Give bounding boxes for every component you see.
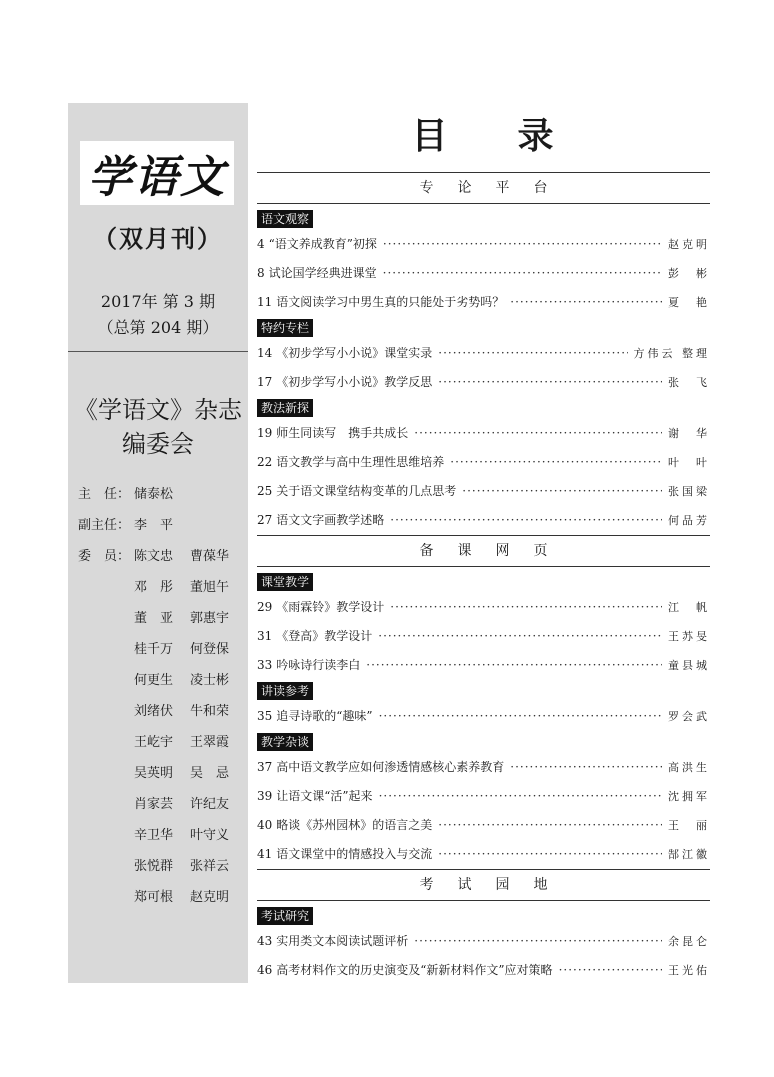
dot-leader — [383, 259, 662, 288]
toc-entry[interactable] — [257, 339, 710, 368]
dot-leader — [383, 230, 662, 259]
toc-entry[interactable] — [257, 259, 710, 288]
toc-entry[interactable] — [257, 419, 710, 448]
section-title: 考试园地 — [419, 877, 572, 893]
entry-page-number: 39 — [257, 789, 273, 803]
toc-entry[interactable] — [257, 230, 710, 259]
issue-total: （总第 204 期） — [97, 318, 219, 337]
board-member-name: 郭惠宇 — [190, 611, 230, 626]
column-name-badge: 讲读参考 — [257, 682, 313, 700]
entry-author: 夏 艳 — [668, 296, 710, 309]
board-member-name: 张悦群 — [134, 859, 174, 874]
board-role-row — [78, 886, 248, 917]
entry-page-number: 29 — [257, 600, 273, 614]
entry-title: 师生同读写 携手共成长 — [276, 426, 409, 440]
board-role-row — [78, 514, 248, 545]
entry-page-number: 17 — [257, 375, 273, 389]
board-member-name: 王屹宇 — [134, 735, 174, 750]
entry-author: 王 丽 — [668, 819, 710, 832]
board-member-name: 肖家芸 — [134, 797, 174, 812]
board-role-row — [78, 483, 248, 514]
column-header — [257, 731, 710, 753]
board-member-name: 赵克明 — [190, 890, 230, 905]
column-name-badge: 教学杂谈 — [257, 733, 313, 751]
board-member-name: 吴 忌 — [190, 766, 230, 781]
board-member-names — [134, 700, 246, 719]
issue-info — [68, 289, 248, 341]
entry-title: 追寻诗歌的“趣味” — [276, 709, 373, 723]
entry-title: 实用类文本阅读试题评析 — [276, 934, 409, 948]
dot-leader — [390, 593, 662, 622]
entry-page-number: 11 — [257, 295, 273, 309]
toc-entry[interactable] — [257, 782, 710, 811]
page-title: 目录 — [411, 116, 624, 157]
dot-leader — [378, 622, 662, 651]
entry-title: 语文教学与高中生理性思维培养 — [276, 455, 445, 469]
sidebar — [68, 103, 248, 983]
board-role-row — [78, 824, 248, 855]
board-member-names — [134, 483, 190, 502]
entry-title: 吟咏诗行读李白 — [276, 658, 361, 672]
board-role-row — [78, 545, 248, 576]
entry-author: 叶 叶 — [668, 456, 710, 469]
board-member-names — [134, 607, 246, 626]
entry-title: 高考材料作文的历史演变及“新新材料作文”应对策略 — [276, 963, 553, 977]
toc-entry[interactable] — [257, 811, 710, 840]
dot-leader — [559, 956, 662, 985]
dot-leader — [390, 506, 662, 535]
board-member-name: 郑可根 — [134, 890, 174, 905]
toc-entry[interactable] — [257, 477, 710, 506]
column-header — [257, 905, 710, 927]
board-member-names — [134, 855, 246, 874]
board-member-name: 曹葆华 — [190, 549, 230, 564]
dot-leader — [438, 840, 662, 869]
board-role-label: 副主任： — [78, 518, 131, 533]
board-member-name: 桂千万 — [134, 642, 174, 657]
entry-page-number: 33 — [257, 658, 273, 672]
board-member-name: 何更生 — [134, 673, 174, 688]
editorial-board-list — [78, 483, 248, 917]
board-member-names — [134, 824, 246, 843]
entry-author: 童县城 — [668, 659, 710, 672]
board-role-row — [78, 607, 248, 638]
entry-page-number: 14 — [257, 346, 273, 360]
entry-title: 语文阅读学习中男生真的只能处于劣势吗？ — [276, 295, 505, 309]
entry-title: 《登高》教学设计 — [276, 629, 373, 643]
editorial-heading-line1: 《学语文》杂志 — [74, 396, 242, 424]
entry-page-number: 4 — [257, 237, 265, 251]
dot-leader — [438, 811, 662, 840]
column-header — [257, 397, 710, 419]
board-member-name: 辛卫华 — [134, 828, 174, 843]
column-header — [257, 680, 710, 702]
dot-leader — [510, 288, 662, 317]
toc-entry[interactable] — [257, 593, 710, 622]
entry-title: 让语文课“活”起来 — [276, 789, 373, 803]
toc-entry[interactable] — [257, 840, 710, 869]
column-header — [257, 317, 710, 339]
entry-title: 《雨霖铃》教学设计 — [276, 600, 385, 614]
dot-leader — [462, 477, 662, 506]
entry-title: 试论国学经典进课堂 — [268, 266, 377, 280]
board-member-names — [134, 669, 246, 688]
board-member-names — [134, 638, 246, 657]
toc-entry[interactable] — [257, 651, 710, 680]
entry-title: 略谈《苏州园林》的语言之美 — [276, 818, 433, 832]
entry-author: 江 帆 — [668, 601, 710, 614]
dot-leader — [438, 368, 662, 397]
entry-title: 《初步学写小小说》教学反思 — [276, 375, 433, 389]
entry-author: 王光佑 — [668, 964, 710, 977]
board-member-names — [134, 514, 190, 533]
column-name-badge: 课堂教学 — [257, 573, 313, 591]
board-role-row — [78, 700, 248, 731]
dot-leader — [379, 702, 662, 731]
board-member-name: 叶守义 — [190, 828, 230, 843]
column-name-badge: 语文观察 — [257, 210, 313, 228]
toc-entry[interactable] — [257, 753, 710, 782]
board-member-name: 张祥云 — [190, 859, 230, 874]
board-member-names — [134, 886, 246, 905]
column-header — [257, 208, 710, 230]
board-member-name: 陈文忠 — [134, 549, 174, 564]
entry-author: 郜江徽 — [668, 848, 710, 861]
board-member-name: 吴英明 — [134, 766, 174, 781]
entry-title: 语文文字画教学述略 — [276, 513, 385, 527]
dot-leader — [450, 448, 662, 477]
board-member-name: 许纪友 — [190, 797, 230, 812]
board-member-name: 邓 彤 — [134, 580, 174, 595]
entry-author: 谢 华 — [668, 427, 710, 440]
board-role-row — [78, 855, 248, 886]
entry-author: 罗会武 — [668, 710, 710, 723]
board-member-name: 董旭午 — [190, 580, 230, 595]
entry-page-number: 27 — [257, 513, 273, 527]
column-name-badge: 考试研究 — [257, 907, 313, 925]
magazine-logo: 学语文 — [80, 141, 234, 205]
board-role-row — [78, 638, 248, 669]
column-name-badge: 教法新探 — [257, 399, 313, 417]
board-member-names — [134, 731, 246, 750]
entry-page-number: 40 — [257, 818, 273, 832]
entry-page-number: 19 — [257, 426, 273, 440]
entry-page-number: 35 — [257, 709, 273, 723]
entry-author: 高洪生 — [668, 761, 710, 774]
board-role-row — [78, 669, 248, 700]
entry-page-number: 8 — [257, 266, 265, 280]
board-role-row — [78, 762, 248, 793]
issue-number: 2017年 第 3 期 — [100, 292, 216, 311]
sidebar-divider — [68, 351, 248, 352]
entry-title: 《初步学写小小说》课堂实录 — [276, 346, 433, 360]
entry-page-number: 31 — [257, 629, 273, 643]
board-member-name: 储泰松 — [134, 487, 174, 502]
editorial-heading — [68, 393, 248, 461]
entry-title: “语文养成教育”初探 — [268, 237, 377, 251]
entry-page-number: 22 — [257, 455, 273, 469]
entry-page-number: 46 — [257, 963, 273, 977]
board-role-row — [78, 576, 248, 607]
toc-entry[interactable] — [257, 956, 710, 985]
board-member-names — [134, 793, 246, 812]
editorial-heading-line2: 编委会 — [122, 430, 194, 458]
board-role-row — [78, 793, 248, 824]
board-member-names — [134, 545, 246, 564]
entry-author: 余昆仑 — [668, 935, 710, 948]
entry-title: 关于语文课堂结构变革的几点思考 — [276, 484, 457, 498]
entry-author: 王苏旻 — [668, 630, 710, 643]
column-name-badge: 特约专栏 — [257, 319, 313, 337]
entry-page-number: 25 — [257, 484, 273, 498]
dot-leader — [438, 339, 627, 368]
board-member-names — [134, 762, 246, 781]
dot-leader — [414, 419, 662, 448]
dot-leader — [366, 651, 662, 680]
dot-leader — [379, 782, 662, 811]
board-member-name: 王翠霞 — [190, 735, 230, 750]
entry-author: 何品芳 — [668, 514, 710, 527]
toc-entry[interactable] — [257, 622, 710, 651]
entry-author: 沈拥军 — [668, 790, 710, 803]
board-role-label: 委 员： — [78, 549, 131, 564]
board-member-name: 何登保 — [190, 642, 230, 657]
entry-title: 语文课堂中的情感投入与交流 — [276, 847, 433, 861]
entry-author: 彭 彬 — [668, 267, 710, 280]
board-member-name: 董 亚 — [134, 611, 174, 626]
board-member-name: 刘绪伏 — [134, 704, 174, 719]
entry-title: 高中语文教学应如何渗透情感核心素养教育 — [276, 760, 505, 774]
dot-leader — [510, 753, 662, 782]
toc-entry[interactable] — [257, 368, 710, 397]
toc-entry[interactable] — [257, 288, 710, 317]
frequency-label: （双月刊） — [93, 224, 223, 253]
entry-author: 方伟云 整理 — [633, 347, 710, 360]
entry-author: 张 飞 — [668, 376, 710, 389]
entry-page-number: 37 — [257, 760, 273, 774]
board-role-row — [78, 731, 248, 762]
section-title: 专论平台 — [419, 180, 572, 196]
entry-page-number: 43 — [257, 934, 273, 948]
toc-entry[interactable] — [257, 927, 710, 956]
section-title: 备课网页 — [419, 543, 572, 559]
entry-page-number: 41 — [257, 847, 273, 861]
entry-author: 张国梁 — [668, 485, 710, 498]
board-member-names — [134, 576, 246, 595]
board-member-name: 凌士彬 — [190, 673, 230, 688]
column-header — [257, 571, 710, 593]
dot-leader — [414, 927, 662, 956]
toc-entry[interactable] — [257, 702, 710, 731]
board-member-name: 牛和荣 — [190, 704, 230, 719]
table-of-contents — [257, 172, 710, 985]
entry-author: 赵克明 — [668, 238, 710, 251]
board-role-label: 主 任： — [78, 487, 131, 502]
toc-entry[interactable] — [257, 448, 710, 477]
toc-entry[interactable] — [257, 506, 710, 535]
board-member-name: 李 平 — [134, 518, 174, 533]
